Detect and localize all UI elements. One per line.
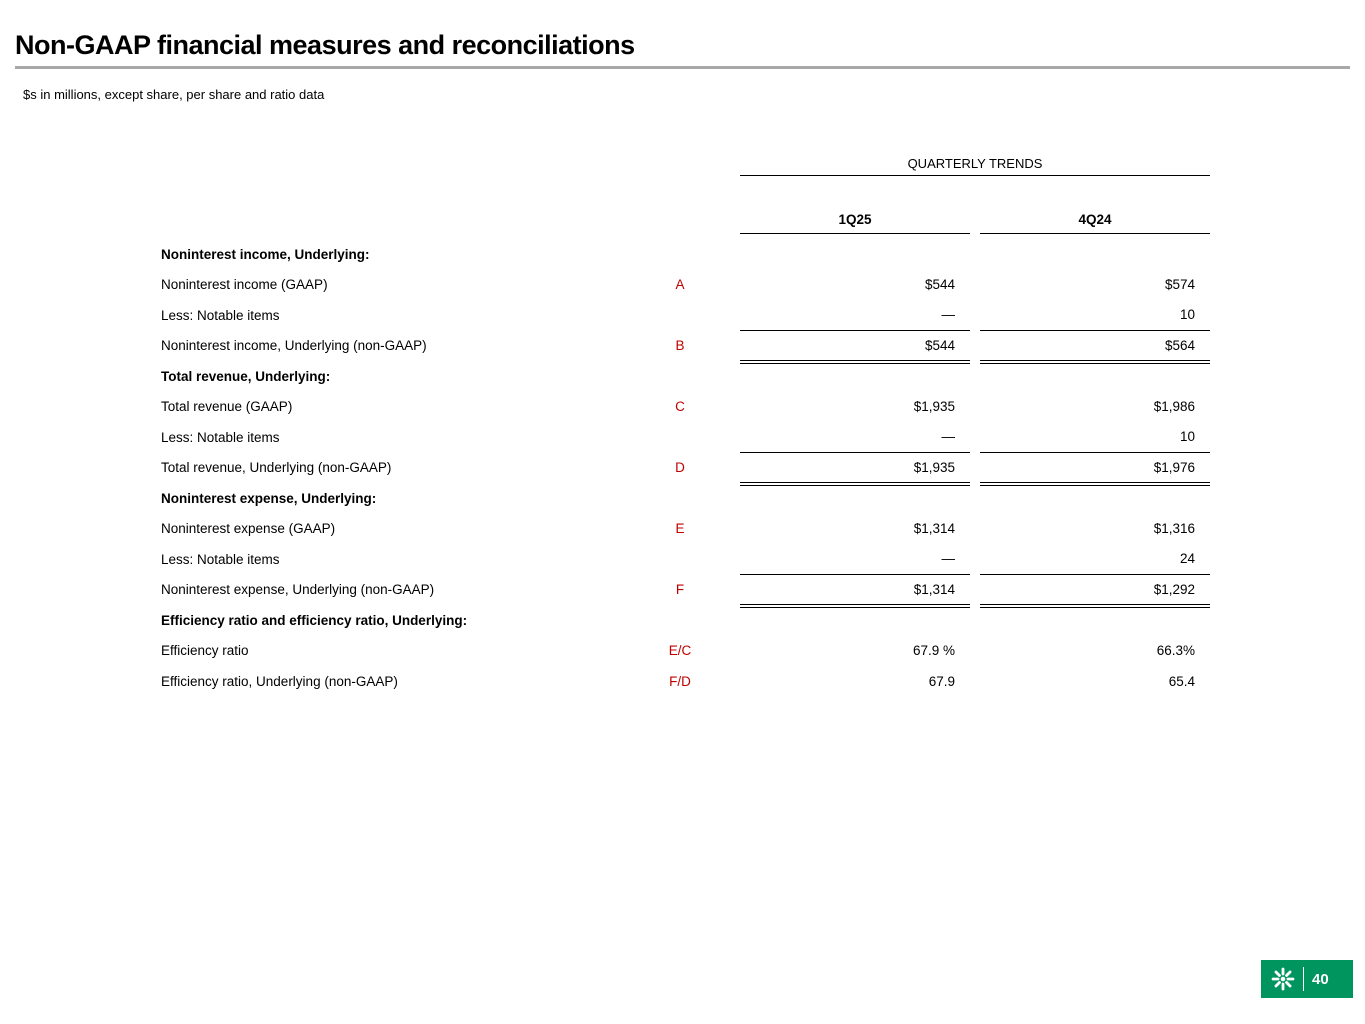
row-ref-label bbox=[630, 300, 730, 331]
column-spacer bbox=[730, 636, 740, 667]
row-label: Noninterest expense, Underlying: bbox=[161, 490, 377, 506]
row-ref-label bbox=[630, 422, 730, 453]
row-value: $1,314 bbox=[913, 521, 955, 537]
column-spacer bbox=[970, 483, 980, 514]
row-ref-label bbox=[630, 483, 730, 514]
column-spacer bbox=[730, 331, 740, 362]
row-value: — bbox=[740, 300, 970, 331]
column-spacer bbox=[970, 605, 980, 636]
row-value bbox=[980, 361, 1210, 392]
column-spacer bbox=[730, 544, 740, 575]
row-value: $1,292 bbox=[980, 575, 1210, 606]
row-value: $1,935 bbox=[740, 453, 970, 484]
table-rows bbox=[161, 239, 1210, 697]
row-value: 67.9 % bbox=[912, 643, 955, 659]
row-value bbox=[980, 239, 1210, 270]
table-row bbox=[161, 422, 1210, 453]
row-value: 24 bbox=[980, 544, 1210, 575]
row-ref-label: E bbox=[675, 521, 685, 537]
column-spacer bbox=[730, 270, 740, 301]
table-row bbox=[161, 453, 1210, 484]
row-value: $1,976 bbox=[980, 453, 1210, 484]
row-ref-label: F/D bbox=[669, 673, 691, 689]
row-ref-label bbox=[630, 544, 730, 575]
column-spacer bbox=[970, 239, 980, 270]
column-spacer bbox=[970, 422, 980, 453]
row-label: Noninterest expense, Underlying (non-GAAP) bbox=[161, 582, 435, 598]
row-value: 10 bbox=[980, 300, 1210, 331]
row-value bbox=[980, 605, 1210, 636]
row-ref-label bbox=[630, 239, 730, 270]
section-header-row bbox=[161, 605, 1210, 636]
row-ref-label: F bbox=[675, 582, 685, 598]
row-value: $1,935 bbox=[913, 399, 955, 415]
table-row bbox=[161, 300, 1210, 331]
row-ref-label: D bbox=[675, 460, 685, 476]
row-value bbox=[740, 239, 970, 270]
row-label: Noninterest income, Underlying: bbox=[161, 246, 370, 262]
row-value: $1,986 bbox=[1153, 399, 1195, 415]
column-spacer bbox=[730, 239, 740, 270]
section-header-row bbox=[161, 361, 1210, 392]
row-label: Total revenue, Underlying (non-GAAP) bbox=[161, 460, 392, 476]
column-spacer bbox=[730, 361, 740, 392]
row-value bbox=[740, 483, 970, 514]
column-spacer bbox=[970, 300, 980, 331]
row-ref-label bbox=[630, 361, 730, 392]
row-value: $574 bbox=[1164, 277, 1195, 293]
table-row bbox=[161, 575, 1210, 606]
row-label: Less: Notable items bbox=[161, 429, 280, 445]
row-label: Noninterest income, Underlying (non-GAAP) bbox=[161, 338, 427, 354]
section-header-row bbox=[161, 239, 1210, 270]
row-ref-label: A bbox=[675, 277, 685, 293]
row-value: 67.9 bbox=[928, 673, 955, 689]
section-header-row bbox=[161, 483, 1210, 514]
row-value: — bbox=[740, 422, 970, 453]
table-row bbox=[161, 666, 1210, 697]
column-spacer bbox=[730, 392, 740, 423]
table-row bbox=[161, 392, 1210, 423]
column-spacer bbox=[730, 453, 740, 484]
column-spacer bbox=[970, 361, 980, 392]
column-spacer bbox=[970, 666, 980, 697]
column-spacer bbox=[970, 270, 980, 301]
column-spacer bbox=[730, 605, 740, 636]
table-row bbox=[161, 636, 1210, 667]
table-row bbox=[161, 514, 1210, 545]
badge-divider bbox=[1303, 967, 1304, 991]
row-label: Noninterest expense (GAAP) bbox=[161, 521, 336, 537]
citizens-logo-icon bbox=[1270, 966, 1296, 992]
page-number: 40 bbox=[1312, 970, 1329, 988]
row-value: $564 bbox=[980, 331, 1210, 362]
row-ref-label: E/C bbox=[668, 643, 692, 659]
quarterly-trends-header: QUARTERLY TRENDS bbox=[907, 156, 1043, 171]
row-ref-label: B bbox=[675, 338, 685, 354]
table-row bbox=[161, 270, 1210, 301]
row-ref-label: C bbox=[675, 399, 685, 415]
brand-badge bbox=[1261, 960, 1353, 998]
column-header: 4Q24 bbox=[980, 212, 1210, 234]
title-divider bbox=[15, 66, 1350, 69]
page-title: Non-GAAP financial measures and reconciliations bbox=[15, 30, 635, 60]
row-value: 65.4 bbox=[1168, 673, 1195, 689]
row-value bbox=[980, 483, 1210, 514]
row-label: Efficiency ratio and efficiency ratio, Underlying: bbox=[161, 612, 468, 628]
column-headers bbox=[740, 212, 1210, 234]
column-spacer bbox=[730, 300, 740, 331]
row-ref-label bbox=[630, 605, 730, 636]
table-row bbox=[161, 331, 1210, 362]
column-spacer bbox=[970, 453, 980, 484]
column-spacer bbox=[730, 483, 740, 514]
row-label: Total revenue (GAAP) bbox=[161, 399, 293, 415]
column-spacer bbox=[730, 575, 740, 606]
slide-subtitle: $s in millions, except share, per share and ratio data bbox=[23, 87, 325, 102]
column-spacer bbox=[970, 544, 980, 575]
row-value: — bbox=[740, 544, 970, 575]
column-spacer bbox=[970, 636, 980, 667]
column-header: 1Q25 bbox=[740, 212, 970, 234]
row-label: Efficiency ratio bbox=[161, 643, 249, 659]
row-label: Efficiency ratio, Underlying (non-GAAP) bbox=[161, 673, 398, 689]
column-spacer bbox=[730, 422, 740, 453]
column-spacer bbox=[970, 392, 980, 423]
row-value: $1,316 bbox=[1153, 521, 1195, 537]
row-label: Less: Notable items bbox=[161, 551, 280, 567]
quarterly-trends-rule bbox=[740, 175, 1210, 176]
column-spacer bbox=[730, 514, 740, 545]
row-value bbox=[740, 361, 970, 392]
row-label: Total revenue, Underlying: bbox=[161, 368, 331, 384]
row-value: 10 bbox=[980, 422, 1210, 453]
column-spacer bbox=[970, 331, 980, 362]
row-label: Noninterest income (GAAP) bbox=[161, 277, 328, 293]
column-spacer bbox=[970, 575, 980, 606]
table-row bbox=[161, 544, 1210, 575]
row-value: $1,314 bbox=[740, 575, 970, 606]
row-value: 66.3% bbox=[1156, 643, 1195, 659]
row-value: $544 bbox=[740, 331, 970, 362]
column-spacer bbox=[730, 666, 740, 697]
row-value bbox=[740, 605, 970, 636]
row-value: $544 bbox=[924, 277, 955, 293]
column-spacer bbox=[970, 514, 980, 545]
row-label: Less: Notable items bbox=[161, 307, 280, 323]
